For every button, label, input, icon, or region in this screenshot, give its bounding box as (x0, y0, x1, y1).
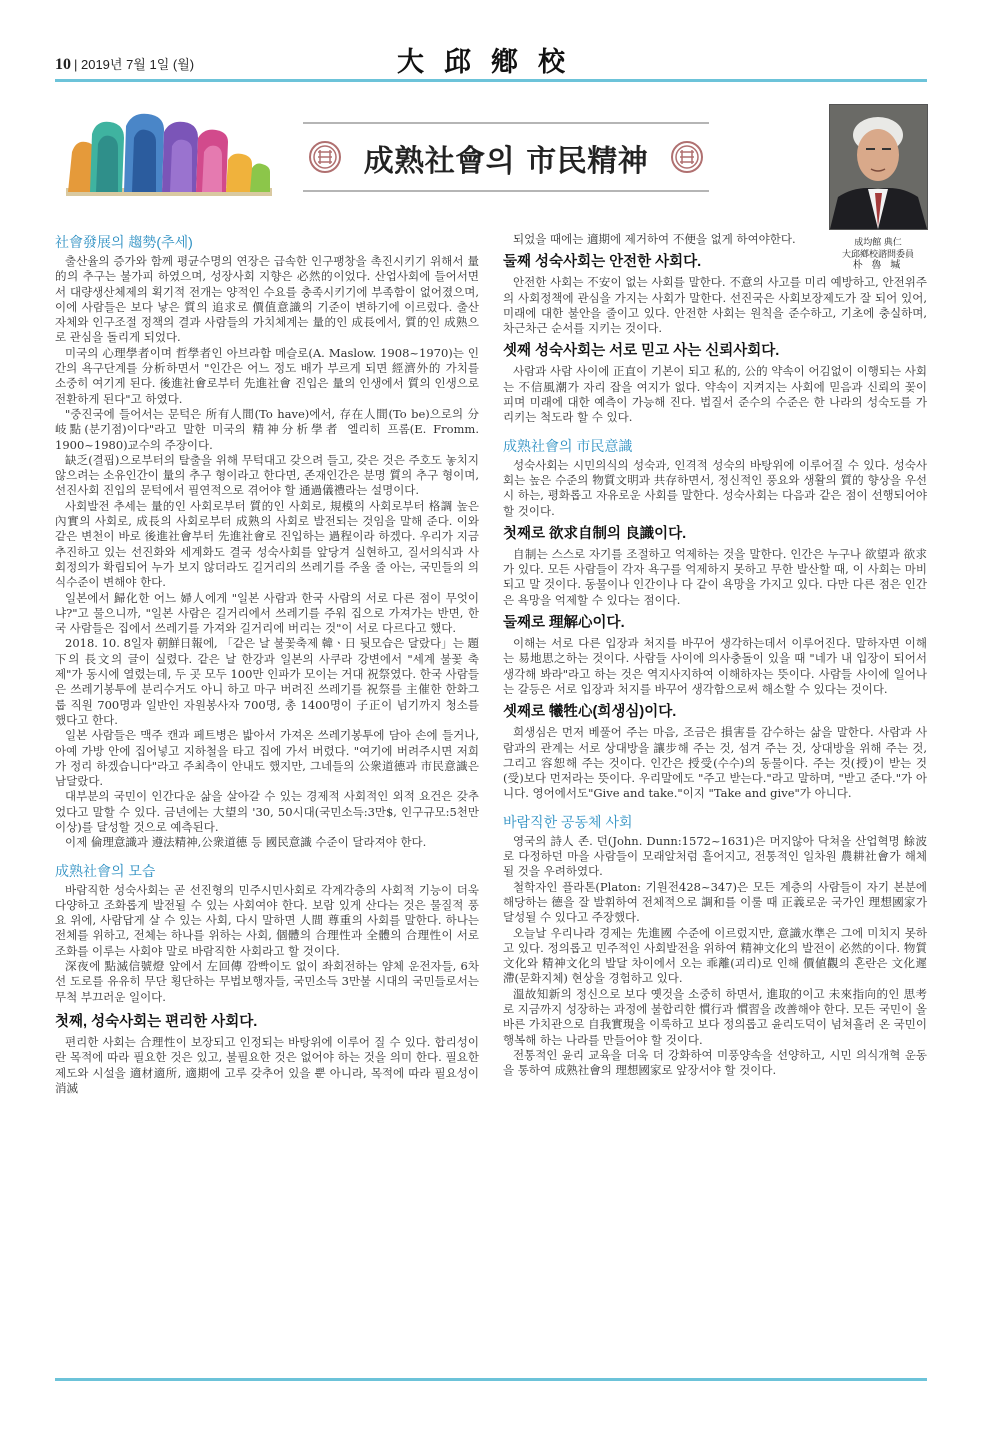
masthead: 大邱鄕校 (397, 47, 585, 78)
paragraph: 출산율의 증가와 함께 평균수명의 연장은 급속한 인구팽창을 촉진시키기 위해서 量的의 추구는 불가피 하였으며, 성장사회 지향은 必然的이었다. 산업사회에 들어서면서 대량생산체제의 획기적 전개는 양적인 수요를 충족시키기에 부족함이 없어졌으며, 이에 사람들은 보다 낳은 質의 追求로 價值意識의 기준이 변하기에 이르렀다. 출산 자체와 인구조절 정책의 결과 사람들의 가치체계는 量的인 成長에서, 質的인 成熟으로 관심을 돌리게 되었다. (55, 254, 479, 345)
paragraph: 自制는 스스로 자기를 조절하고 억제하는 것을 말한다. 인간은 누구나 欲望과 欲求가 있다. 모든 사람들이 각자 욕구를 억제하지 못하고 무한 발산할 때, 이 사회는 마비되고 말 것이다. 동물이나 인간이나 다 같이 욕망을 가지고 있다. 다만 다른 점은 인간은 욕망을 억제할 수 있다는 점이다. (503, 546, 927, 607)
banner-illustration (66, 112, 272, 196)
paragraph: 이해는 서로 다른 입장과 처지를 바꾸어 생각하는데서 이루어진다. 말하자면 이해는 易地思之하는 것이다. 사람들 사이에 의사충돌이 있을 때 "네가 내 입장이 되어서 생각해 봐라"라고 하는 것은 역지사지하여 이해하자는 뜻이다. 사람들 사이에 일어나는 갈등은 서로 입장과 처지를 바꾸어 생각함으로써 해소할 수 있다는 것이다. (503, 636, 927, 696)
ornament-right-icon (671, 141, 703, 173)
paragraph: 缺乏(결핍)으로부터의 탈출을 위해 무턱대고 갖으려 들고, 갖은 것은 주호도 놓치지 않으려는 소유인간이 量의 추구 형이라고 한다면, 존재인간은 분명 質의 추구 형이며, 선진사회 진입의 문턱에서 필연적으로 겪어야 할 通過儀禮라는 설명이다. (55, 452, 479, 498)
paragraph: 철학자인 플라톤(Platon: 기원전428~347)은 모든 계층의 사람들이 자기 본분에 해당하는 德을 잘 발휘하여 전체적으로 調和를 이룰 때 正義로운 국가인 理想國家가 달성될 수 있다고 주장했다. (503, 879, 927, 925)
author-name: 朴 魯 堿 (852, 260, 904, 271)
paragraph: 안전한 사회는 不安이 없는 사회를 말한다. 不意의 사고를 미리 예방하고, 안전위주의 사회정책에 관심을 가지는 사회가 말한다. 선진국은 사회보장제도가 잘 되어 있어, 미래에 대한 불안을 줄이고 있다. 안전한 사회는 원칙을 준수하고, 기초에 충실하며, 차근차근 순서를 지키는 것이다. (503, 275, 927, 336)
paragraph: 深夜에 點滅信號燈 앞에서 左回傳 깜빡이도 없이 좌회전하는 얌체 운전자들, 6차선 도로를 유유히 무단 횡단하는 무법보행자들, 국민소득 3만불 시대의 국민들로서는 무척 부끄러운 일이다. (55, 959, 479, 1004)
paragraph: 미국의 心理學者이며 哲學者인 아브라함 메슬로(A. Maslow. 1908~1970)는 인간의 욕구단계를 分析하면서 "인간은 어느 정도 배가 부르게 되면 經濟外的 가치를 소중히 여기게 된다. 後進社會로부터 先進社會 진입은 量의 인생에서 質의 인생으로 전환하게 된다"고 하였다. (55, 345, 479, 406)
section-heading: 成熟社會의 모습 (55, 862, 156, 879)
issue-date: | 2019년 7월 1일 (월) (74, 57, 195, 72)
article-title: 成熟社會의 市民精神 (363, 144, 649, 179)
left-column (55, 232, 479, 1096)
paragraph: 전통적인 윤리 교육을 더욱 더 강화하여 미풍양속을 선양하고, 시민 의식개혁 운동을 통하여 成熟社會의 理想國家로 앞장서야 할 것이다. (503, 1047, 927, 1078)
page-number: 10 (55, 56, 71, 73)
title-frame (303, 122, 709, 192)
section-heading: 成熟社會의 市民意識 (503, 437, 633, 454)
paragraph: 사람과 사람 사이에 正直이 기본이 되고 私的, 公的 약속이 어김없이 이행되는 사회는 不信風潮가 자리 잡을 여지가 없다. 약속이 지켜지는 사회에 믿음과 신뢰의 꽃이 피며 미래에 대한 예측이 가능해 진다. 법질서 준수의 수준은 한 나라의 성숙도를 가리키는 척도라 할 수 있다. (503, 364, 927, 425)
subheading: 둘째로 理解心이다. (503, 615, 625, 632)
author-title-1: 成均館 典仁 (854, 237, 902, 247)
paragraph: 대부분의 국민이 인간다운 삶을 살아갈 수 있는 경제적 사회적인 외적 요건은 갖추었다고 말할 수 있다. 금년에는 大望의 '30, 50시대(국민소득:3만$, 인구규모:5천만이상)를 달성할 것으로 예측된다. (55, 789, 479, 834)
paragraph: 2018. 10. 8일자 朝鮮日報에, 「같은 날 불꽃축제 韓ㆍ日 뒷모습은 달랐다」는 題下의 長文의 글이 실렸다. 같은 날 한강과 일본의 사쿠라 강변에서 "세계 불꽃 축제"가 동시에 열렸는데, 두 곳 모두 100만 인파가 모이는 거대 祝祭였다. 한국 사람들은 쓰레기봉투에 분리수거도 아니 하고 마구 버려진 쓰레기를 祝祭를 主催한 한화그룹 직원 700명과 일반인 자원봉사자 700명, 총 1400명이 子正이 넘기까지 청소를 했다고 한다. (55, 636, 479, 727)
paragraph: 오늘날 우리나라 경제는 先進國 수준에 이르렀지만, 意識水準은 그에 미치지 못하고 있다. 정의롭고 민주적인 사회발전을 위하여 精神文化의 발전이 必然的이다. 物質文化와 精神文化의 발달 차이에서 오는 乖離(괴리)로 인해 價値觀의 혼란은 文化遲滯(문화지체) 현상을 경험하고 있다. (503, 925, 927, 986)
paragraph: 일본에서 歸化한 어느 婦人에게 "일본 사람과 한국 사람의 서로 다른 점이 무엇이냐?"고 물으니까, "일본 사람은 길거리에서 쓰레기를 주워 집으로 가져가는 반면, 한국 사람들은 집에서 쓰레기를 가져와 길거리에 버리는 것"이 서로 다르다고 했다. (55, 590, 479, 636)
subheading: 첫째, 성숙사회는 편리한 사회다. (55, 1013, 258, 1030)
paragraph: 바람직한 성숙사회는 곧 선진형의 민주시민사회로 각계각층의 사회적 기능이 더욱 다양하고 조화롭게 발전될 수 있는 사회여야 한다. 보람 있게 산다는 것은 물질적 풍요 위에, 사람답게 살 수 있는 사회, 다시 말하면 人間 尊重의 사회를 말한다. 하나는 전체를 위하고, 전체는 하나를 위하는 사회, 個體의 合理性과 全體의 合理性이 서로 조화를 이루는 사회야 말로 바람직한 사회라고 할 것이다. (55, 882, 479, 958)
paragraph: 성숙사회는 시민의식의 성숙과, 인격적 성숙의 바탕위에 이루어질 수 있다. 성숙사회는 높은 수준의 物質文明과 共存하면서, 정신적인 풍요와 생활의 質的 향상을 우선시 하는, 평화롭고 자유로운 사회를 말한다. 성숙사회는 다음과 같은 점이 선행되어야 할 것이다. (503, 457, 927, 518)
paragraph: 되었을 때에는 適期에 제거하여 不便을 없게 하여야한다. (513, 232, 796, 246)
bottom-rule (55, 1378, 927, 1381)
paragraph: 희생심은 먼저 베풀어 주는 마음, 조금은 損害를 감수하는 삶을 말한다. 사람과 사람과의 관계는 서로 상대방을 讓步해 주는 것, 섬겨 주는 것, 상대방을 위해 주는 것, 그리고 容恕해 주는 것이다. 인간은 授受(수수)의 동물이다. 주는 것(授)이 받는 것(受)보다 먼저라는 뜻이다. 우리말에도 "주고 받는다."라고 말하며, "받고 준다."가 아니다. 영어에서도"Give and take."이지 "Take and give"가 아니다. (503, 725, 927, 801)
subheading: 셋째로 犧牲心(희생심)이다. (503, 704, 677, 721)
paragraph: 영국의 詩人 존. 던(John. Dunn:1572~1631)은 머지않아 닥쳐올 산업혁명 餘波로 다정하던 마을 사람들이 모래알처럼 흩어지고, 전통적인 일차원 農耕社會가 해체될 것을 우려하였다. (503, 833, 927, 879)
right-column (503, 232, 927, 1078)
paragraph: 일본 사람들은 맥주 캔과 페트병은 밟아서 가져온 쓰레기봉투에 담아 손에 들거나, 아예 가방 안에 집어넣고 지하철을 타고 집에 가서 버렸다. "여기에 버려주시면 저희가 정리 하겠습니다"라고 주최측이 안내도 했지만, 그네들의 公衆道德과 市民意識은 남달랐다. (55, 728, 479, 789)
subheading: 셋째 성숙사회는 서로 믿고 사는 신뢰사회다. (503, 343, 780, 360)
section-heading: 바람직한 공동체 사회 (503, 813, 633, 830)
paragraph: 이제 倫理意識과 遵法精神,公衆道德 등 國民意識 수준이 달라져야 한다. (65, 835, 427, 850)
ornament-left-icon (309, 141, 341, 173)
section-heading: 社會發展의 趨勢(추세) (55, 234, 193, 250)
author-title-2: 大邱鄕校諮問委員 (841, 249, 914, 259)
paragraph: "중진국에 들어서는 문턱은 所有人間(To have)에서, 存在人間(To be)으로의 分岐點(분기점)이다"라고 말한 미국의 精神分析學者 엘리히 프롬(E. Fromm. 1900~1980)교수의 주장이다. (55, 406, 479, 452)
subheading: 둘째 성숙사회는 안전한 사회다. (503, 254, 702, 271)
paragraph: 사회발전 추세는 量的인 사회로부터 質的인 사회로, 規模의 사회로부터 格調 높은 內實의 사회로, 成長의 사회로부터 成熟의 사회로 발전되는 것임을 말해 준다. 이와 같은 변천이 바로 後進社會부터 先進社會로 진입하는 過程이라 하겠다. 우리가 지금 추진하고 있는 선진화와 세계화도 결국 성숙사회를 앞당겨 실현하고, 질서의식과 사회정의가 확립되어 누가 보지 않더라도 길거리의 쓰레기를 주울 줄 아는, 국민들의 의식수준이 변해야 한다. (55, 498, 479, 590)
paragraph: 편리한 사회는 合理性이 보장되고 인정되는 바탕위에 이루어 질 수 있다. 합리성이란 목적에 따라 필요한 것은 있고, 불필요한 것은 없어야 하는 것을 의미 한다. 필요한 제도와 시설을 適材適所, 適期에 고루 갖추어 있을 뿐 아니라, 목적에 따라 필요성이 消滅 (55, 1034, 479, 1095)
top-rule (55, 79, 927, 82)
subheading: 첫째로 欲求自制의 良識이다. (503, 525, 687, 542)
paragraph: 溫故知新의 정신으로 보다 옛것을 소중히 하면서, 進取的이고 未來指向的인 思考로 지금까지 성장하는 과정에 불합리한 慣行과 慣習을 改善해야 한다. 모든 국민이 올바른 가치관으로 自我實現을 이룩하고 보다 정의롭고 윤리도덕이 넘쳐흘러 온 국민이 행복해 하는 나라를 만들어야 할 것이다. (503, 986, 927, 1047)
author-photo (829, 104, 928, 230)
